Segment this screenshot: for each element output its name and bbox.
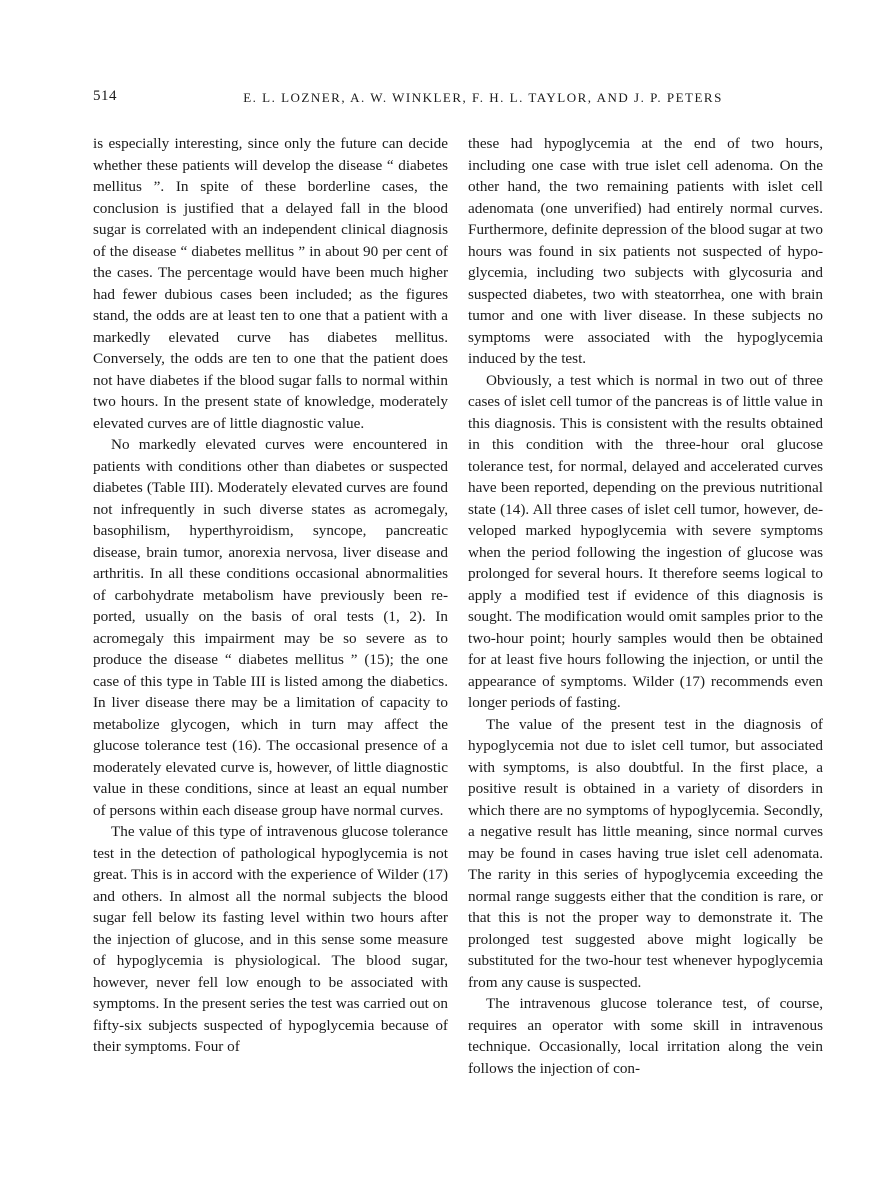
right-column (468, 133, 823, 1079)
running-head-authors: E. L. LOZNER, A. W. WINKLER, F. H. L. TAYLOR, AND J. P. PETERS (243, 90, 723, 105)
paragraph: is especially interesting, since only the future can decide whether these patients will develop the disease “ diabetes mellitus ”. In spite of these borderline cases, the conclusion is justified that a delayed fall in the blood sugar is correlated with an independent clinical diagnosis of the disease “ diabetes mellitus ” in about 90 per cent of the cases. The percentage would have been much higher had fewer dubious cases been included; as the figures stand, the odds are at least ten to one that a patient with a markedly elevated curve has diabetes mellitus. Conversely, the odds are ten to one that the patient does not have diabetes if the blood sugar falls to normal within two hours. In the present state of knowledge, moderately elevated curves are of little diagnostic value. (93, 135, 448, 432)
paragraph: these had hypoglycemia at the end of two hours, including one case with true islet cell adenoma. On the other hand, the two remaining patients with islet cell adenomata (one unverified) had entirely normal curves. Furthermore, definite depression of the blood sugar at two hours was found in six patients not suspected of hypoglycemia, including two subjects with glycosuria and suspected diabetes, two with steatorrhea, one with brain tumor and one with liver disease. In these subjects no symptoms were associated with the hypoglycemia induced by the test. (468, 135, 823, 367)
paragraph: Obviously, a test which is normal in two out of three cases of islet cell tumor of the pancreas is of little value in this diagnosis. This is consistent with the results obtained in this condition with the three-hour oral glucose tolerance test, for normal, delayed and accelerated curves have been reported, depending on the previous nutritional state (14). All three cases of islet cell tumor, however, developed marked hypoglycemia with severe symptoms when the period following the ingestion of glucose was prolonged for several hours. It therefore seems logical to apply a modified test if evidence of this diagnosis is sought. The modification would omit samples prior to the two-hour point; hourly samples would then be obtained for at least five hours following the injection, or until the appearance of symptoms. Wilder (17) recommends even longer periods of fasting. (468, 371, 823, 711)
paragraph: The value of this type of intravenous glucose tolerance test in the detection of pathological hypoglycemia is not great. This is in accord with the experience of Wilder (17) and others. In almost all the normal subjects the blood sugar fell below its fasting level within two hours after the injection of glucose, and in this sense some measure of hypoglycemia is physiological. The blood sugar, however, never fell low enough to be associated with symptoms. In the present series the test was carried out on fifty-six subjects suspected of hypoglycemia because of their symptoms. Four of (93, 823, 448, 1055)
paragraph: The intravenous glucose tolerance test, of course, requires an operator with some skill in intravenous technique. Occasionally, local irritation along the vein follows the injection of con- (468, 995, 823, 1077)
page-header (93, 88, 833, 116)
paragraph: No markedly elevated curves were encountered in patients with conditions other than diabetes or suspected diabetes (Table III). Moderately elevated curves are found not infrequently in such diverse states as acromegaly, basophilism, hyperthyroidism, syncope, pancreatic disease, brain tumor, anorexia nervosa, liver disease and arthritis. In all these conditions occasional abnormalities of carbohydrate metabolism have previously been reported, usually on the basis of oral tests (1, 2). In acromegaly this impairment may be so severe as to produce the disease “ diabetes mellitus ” (15); the one case of this type in Table III is listed among the diabetics. In liver disease there may be a limitation of capacity to metabolize glycogen, which in turn may affect the glucose tolerance test (16). The occasional presence of a moderately elevated curve is, however, of little diagnostic value in these conditions, since at least an equal number of persons within each disease group have normal curves. (93, 436, 448, 819)
page-number: 514 (93, 88, 117, 104)
paragraph: The value of the present test in the diagnosis of hypoglycemia not due to islet cell tumor, but associated with symptoms, is also doubtful. In the first place, a positive result is obtained in a variety of disorders in which there are no symptoms of hypoglycemia. Secondly, a negative result has little meaning, since normal curves may be found in cases having true islet cell adenomata. The rarity in this series of hypoglycemia exceeding the normal range suggests either that the condition is rare, or that this is not the proper way to demonstrate it. The prolonged test suggested above might logically be substituted for the two-hour test whenever hypoglycemia from any cause is suspected. (468, 715, 823, 991)
left-column (93, 133, 448, 1058)
